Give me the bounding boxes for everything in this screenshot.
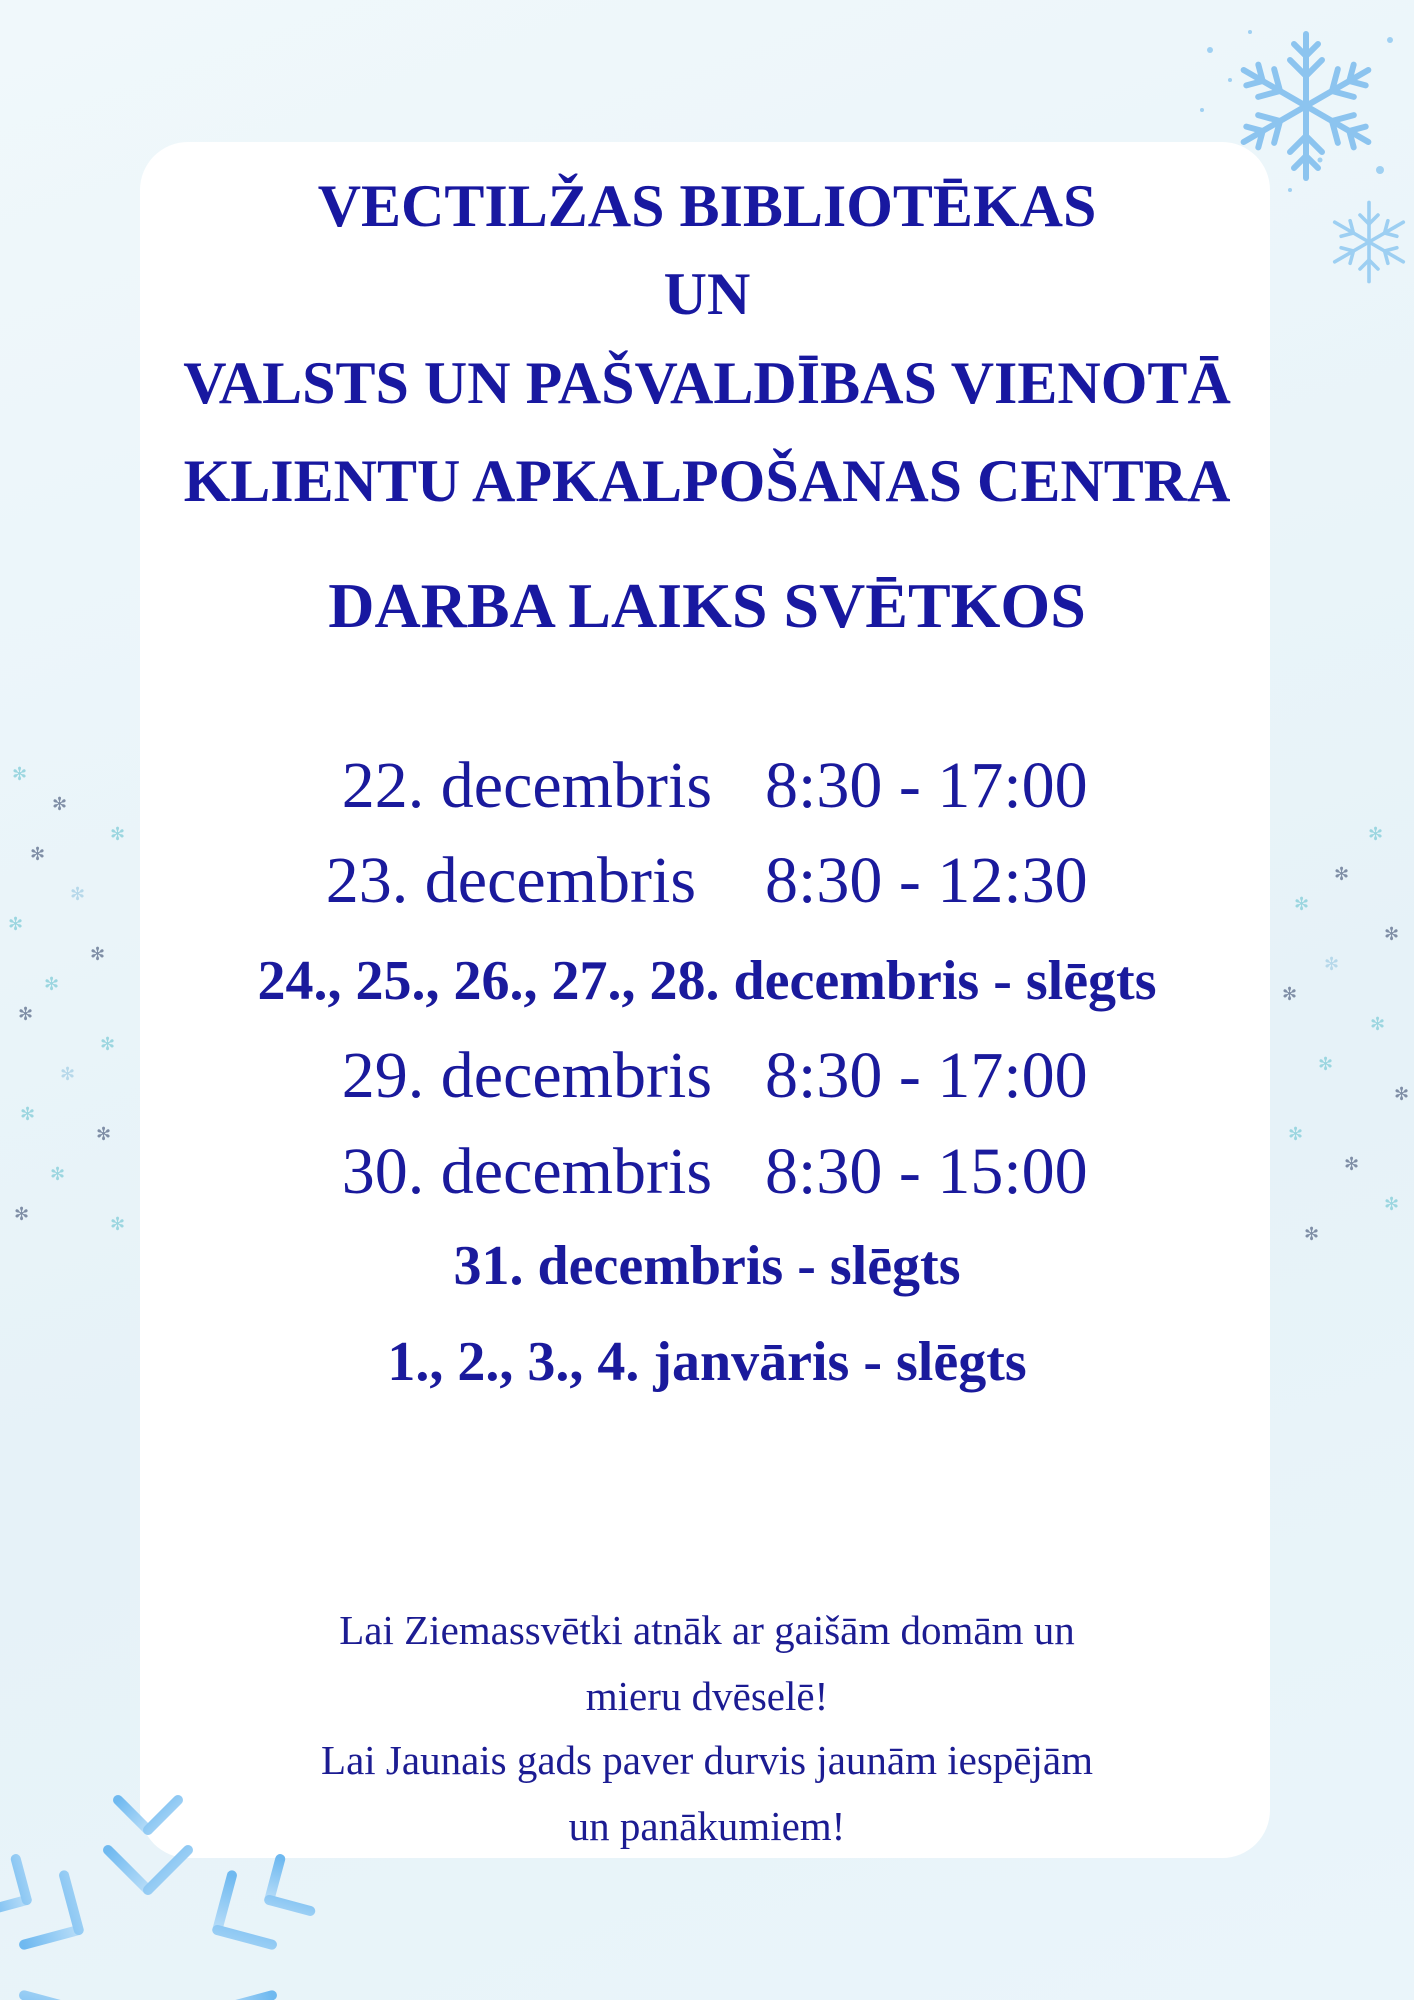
svg-text:✻: ✻ xyxy=(1344,1154,1360,1175)
svg-text:✻: ✻ xyxy=(90,944,106,965)
svg-text:✻: ✻ xyxy=(1318,1054,1334,1075)
schedule-time: 8:30 - 15:00 xyxy=(765,1135,1088,1208)
title-line-2: UN xyxy=(663,261,751,327)
greeting-line: un panākumiem! xyxy=(568,1803,846,1849)
svg-text:✻: ✻ xyxy=(70,884,86,905)
svg-text:✻: ✻ xyxy=(30,844,46,865)
svg-text:✻: ✻ xyxy=(12,764,28,785)
schedule-row xyxy=(0,841,1414,921)
title-line-1: VECTILŽAS BIBLIOTĒKAS xyxy=(317,173,1097,239)
svg-text:✻: ✻ xyxy=(8,914,24,935)
svg-text:✻: ✻ xyxy=(100,1034,116,1055)
schedule-time: 8:30 - 17:00 xyxy=(765,749,1088,822)
svg-text:✻: ✻ xyxy=(1304,1224,1320,1245)
greeting-line: Lai Ziemassvētki atnāk ar gaišām domām un xyxy=(339,1607,1075,1653)
svg-text:✻: ✻ xyxy=(20,1104,36,1125)
svg-text:✻: ✻ xyxy=(1334,864,1350,885)
schedule-time: 8:30 - 12:30 xyxy=(765,844,1088,917)
svg-text:✻: ✻ xyxy=(1370,1014,1386,1035)
svg-text:✻: ✻ xyxy=(110,824,126,845)
svg-text:✻: ✻ xyxy=(1288,1124,1304,1145)
schedule-date: 23. decembris xyxy=(325,844,696,917)
svg-text:✻: ✻ xyxy=(1384,924,1400,945)
subtitle: DARBA LAIKS SVĒTKOS xyxy=(328,570,1086,641)
greeting-line: mieru dvēselē! xyxy=(585,1673,829,1719)
svg-text:✻: ✻ xyxy=(110,1214,126,1235)
svg-text:✻: ✻ xyxy=(60,1064,76,1085)
schedule-row xyxy=(0,1036,1414,1116)
svg-text:✻: ✻ xyxy=(52,794,68,815)
svg-text:✻: ✻ xyxy=(14,1204,30,1225)
svg-text:✻: ✻ xyxy=(1384,1194,1400,1215)
svg-text:✻: ✻ xyxy=(1368,824,1384,845)
schedule-row xyxy=(0,1132,1414,1212)
svg-text:✻: ✻ xyxy=(44,974,60,995)
greeting-line: Lai Jaunais gads paver durvis jaunām iespējām xyxy=(321,1737,1093,1783)
schedule-closed: 24., 25., 26., 27., 28. decembris - slēgts xyxy=(257,950,1157,1012)
svg-text:✻: ✻ xyxy=(1282,984,1298,1005)
svg-text:✻: ✻ xyxy=(18,1004,34,1025)
schedule-date: 30. decembris xyxy=(341,1135,712,1208)
schedule-date: 22. decembris xyxy=(341,749,712,822)
svg-text:✻: ✻ xyxy=(1324,954,1340,975)
schedule-time: 8:30 - 17:00 xyxy=(765,1039,1088,1112)
schedule-closed: 31. decembris - slēgts xyxy=(453,1235,961,1297)
schedule-row xyxy=(0,746,1414,826)
svg-text:✻: ✻ xyxy=(1394,1084,1410,1105)
schedule-closed: 1., 2., 3., 4. janvāris - slēgts xyxy=(387,1331,1027,1393)
schedule-date: 29. decembris xyxy=(341,1039,712,1112)
title-line-4: KLIENTU APKALPOŠANAS CENTRA xyxy=(183,448,1231,514)
title-line-3: VALSTS UN PAŠVALDĪBAS VIENOTĀ xyxy=(183,350,1231,416)
svg-text:✻: ✻ xyxy=(96,1124,112,1145)
svg-text:✻: ✻ xyxy=(1294,894,1310,915)
svg-text:✻: ✻ xyxy=(50,1164,66,1185)
